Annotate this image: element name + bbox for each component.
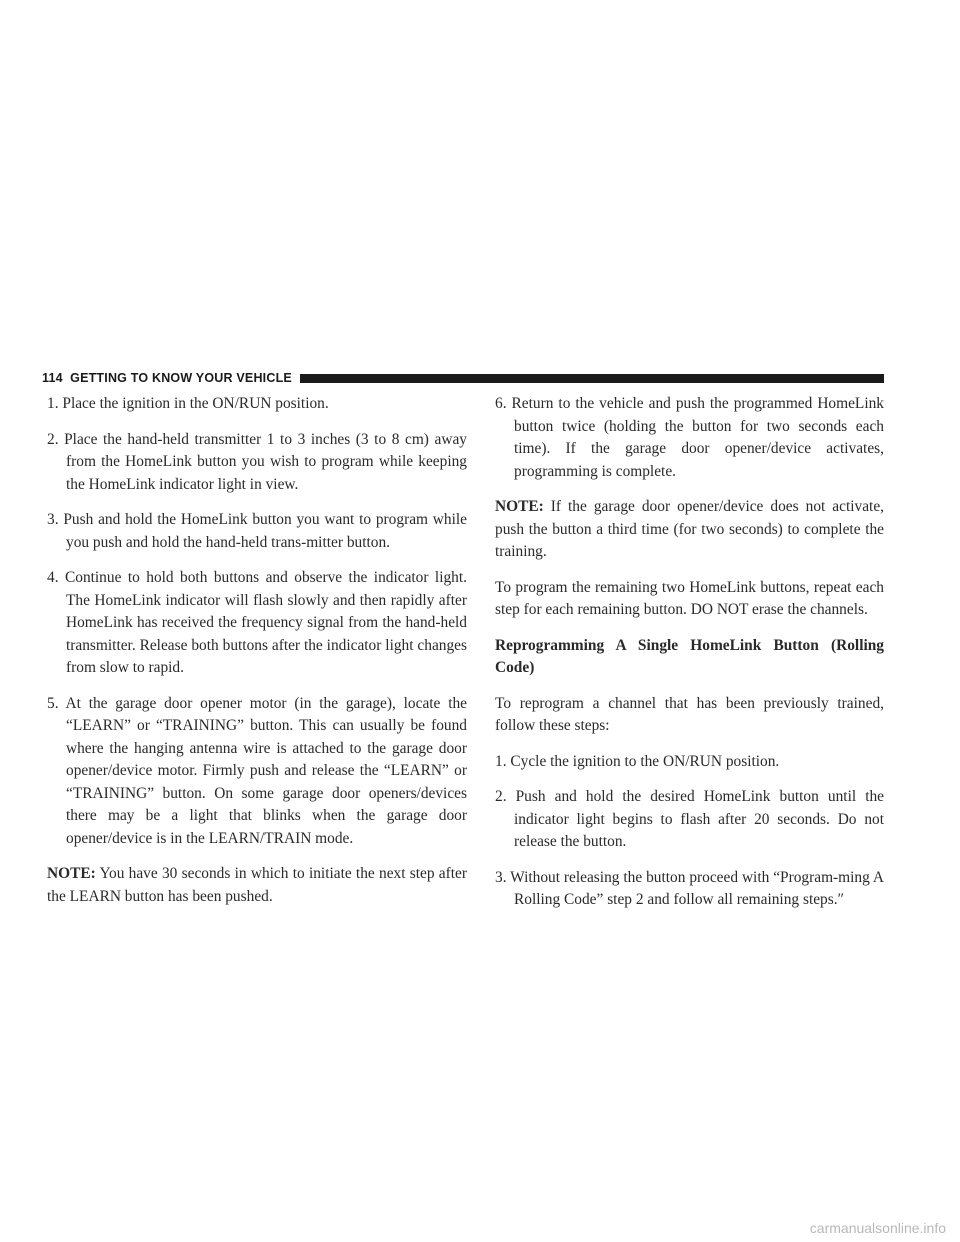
reprogram-step-3: 3. Without releasing the button proceed with “Program-ming A Rolling Code” step 2 and follow all remaining steps.″ — [495, 868, 884, 908]
step-3: 3. Push and hold the HomeLink button you want to program while you push and hold the hand-held trans-mitter button. — [47, 511, 467, 551]
step-6: 6. Return to the vehicle and push the programmed HomeLink button twice (holding the button for two seconds each time). If the garage door opener/device activates, programming is complete. — [495, 395, 884, 480]
page-header-text — [42, 371, 300, 385]
reprogram-step-1: 1. Cycle the ignition to the ON/RUN position. — [495, 752, 780, 770]
section-heading: Reprogramming A Single HomeLink Button (Rolling Code) — [495, 636, 884, 676]
left-column — [47, 393, 467, 921]
step-2: 2. Place the hand-held transmitter 1 to 3 inches (3 to 8 cm) away from the HomeLink button you wish to program while keeping the HomeLink indicator light in view. — [47, 430, 467, 493]
reprogram-step-2: 2. Push and hold the desired HomeLink button until the indicator light begins to flash after 20 seconds. Do not release the button. — [495, 788, 884, 850]
note-learn-timeout — [47, 863, 467, 908]
note-label: NOTE: — [47, 865, 96, 882]
reprogram-intro: To reprogram a channel that has been previously trained, follow these steps: — [495, 694, 884, 734]
page-number: 114 — [42, 371, 63, 385]
step-1: 1. Place the ignition in the ON/RUN position. — [47, 395, 329, 412]
remaining-buttons-paragraph: To program the remaining two HomeLink buttons, repeat each step for each remaining button. DO NOT erase the channels. — [495, 578, 884, 618]
note-text: You have 30 seconds in which to initiate the next step after the LEARN button has been pushed. — [47, 865, 467, 905]
note-text: If the garage door opener/device does not activate, push the button a third time (for two seconds) to complete the training. — [495, 498, 884, 560]
note-label: NOTE: — [495, 498, 544, 515]
header-rule — [300, 374, 884, 383]
watermark-text: carmanualsonline.info — [809, 1220, 946, 1236]
right-column — [495, 393, 884, 925]
page-header — [42, 370, 884, 386]
step-5: 5. At the garage door opener motor (in the garage), locate the “LEARN” or “TRAINING” button. This can usually be found where the hanging antenna wire is attached to the garage door opener/device motor. Firmly push and release the “LEARN” or “TRAINING” button. On some garage door openers/devices there may be a light that blinks when the garage door opener/device is in the LEARN/TRAIN mode. — [47, 694, 467, 847]
step-4: 4. Continue to hold both buttons and observe the indicator light. The HomeLink indicator will flash slowly and then rapidly after HomeLink has received the frequency signal from the hand-held transmitter. Release both buttons after the indicator light changes from slow to rapid. — [47, 569, 467, 676]
section-title: GETTING TO KNOW YOUR VEHICLE — [70, 371, 292, 385]
note-third-press — [495, 496, 884, 564]
